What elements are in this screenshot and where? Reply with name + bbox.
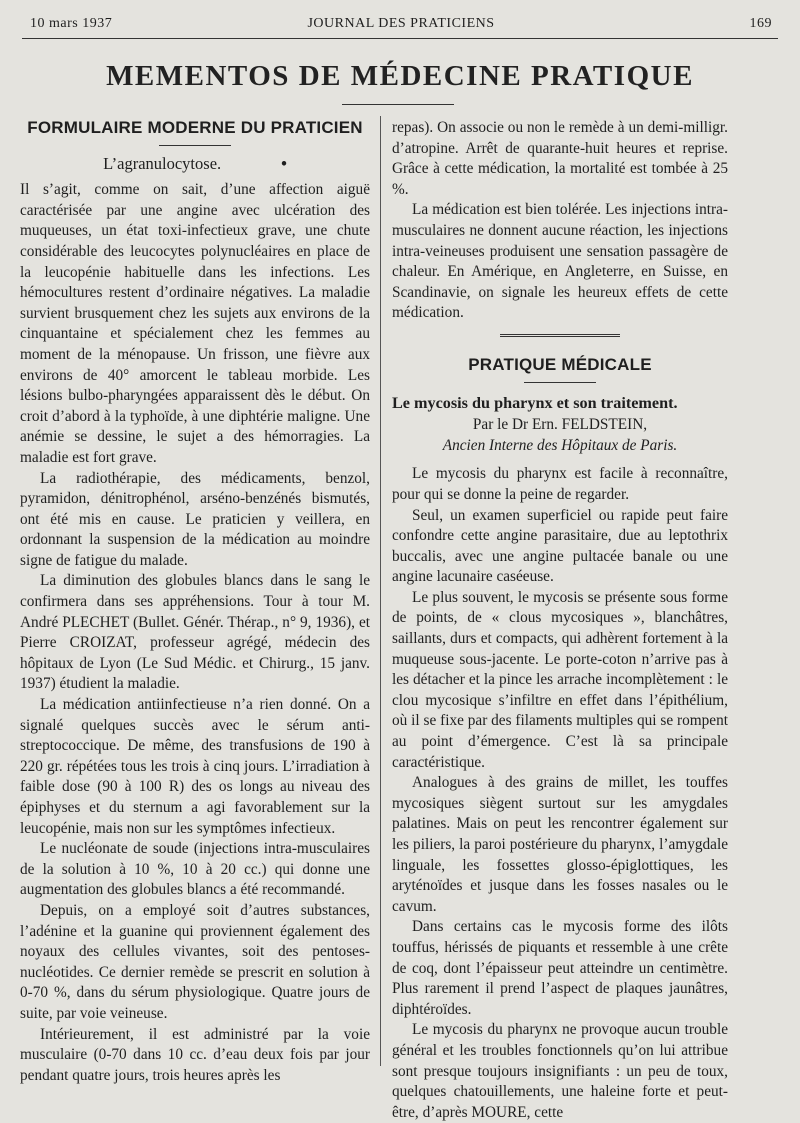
paragraph: La diminution des globules blancs dans le sang le confirmera dans ses appréhensions. Tour à tour M. André PLECHET (Bullet. Génér. Thérap., n° 9, 1936), et Pierre CROIZAT, professeur agrégé, médecin des hôpitaux de Lyon (Le Sud Médic. et Chirurg., 15 janv. 1937) étudient la maladie. xyxy=(20,572,370,693)
section-rule xyxy=(159,145,231,146)
subhead-mark: • xyxy=(281,153,287,173)
header-rule xyxy=(22,38,778,39)
title-rule xyxy=(342,104,454,105)
double-rule xyxy=(500,334,620,339)
subhead-text: L’agranulocytose. xyxy=(103,153,222,173)
left-column xyxy=(20,118,370,1084)
article-title: Le mycosis du pharynx et son traitement. xyxy=(392,393,678,412)
paragraph: Il s’agit, comme on sait, d’une affection aiguë caractérisée par une angine avec ulcération des muqueuses, un état toxi-infectieux grave, une chute considérable des leucocytes polynucléaires en place de la leucopénie habituelle dans les infections. Les hémocultures restent d’ordinaire négatives. La maladie survient brusquement chez les sujets aux environs de la cinquantaine et spécialement chez les femmes au moment de la ménopause. Un frisson, une fièvre aux environs de 40° amorcent le tableau morbide. Les lésions bulbo-pharyngées apparaissent dès le début. On croit d’abord à la typhoïde, à une diphtérie maligne. Une anémie se dessine, le sujet a des hémorragies. La maladie est fort grave. xyxy=(20,181,370,466)
paragraph: Depuis, on a employé soit d’autres substances, l’adénine et la guanine qui proviennent également des noyaux des cellules vivantes, soit des pentoses-nucléotides. Ce dernier remède se prescrit en solution à 0-70 %, dans du sérum physiologique. Quatre jours de suite, par voie veineuse. xyxy=(20,901,370,1022)
paragraph: La médication est bien tolérée. Les injections intra-musculaires ne donnent aucune réaction, les injections intra-veineuses produisent une sensation passagère de chaleur. En Amérique, en Angleterre, en Suisse, en Scandinavie, on signale les heureux effets de cette médication. xyxy=(392,201,728,322)
author-byline: Par le Dr Ern. FELDSTEIN, xyxy=(472,416,648,434)
author-role: Ancien Interne des Hôpitaux de Paris. xyxy=(442,436,678,454)
right-column xyxy=(392,118,728,1121)
issue-date: 10 mars 1937 xyxy=(30,16,113,31)
paragraph: repas). On associe ou non le remède à un demi-milligr. d’atropine. Arrêt de quarante-huit heures et reprise. Grâce à cette médication, la mortalité est tombée à 25 %. xyxy=(392,119,728,198)
paragraph: Le mycosis du pharynx est facile à reconnaître, pour qui se donne la peine de regarder. xyxy=(392,465,728,503)
running-head xyxy=(30,14,772,36)
section-rule xyxy=(524,382,596,383)
paragraph: Le nucléonate de soude (injections intra-musculaires de la solution à 10 %, 10 à 20 cc.) qui donne une augmentation des globules blancs a été recommandé. xyxy=(20,840,370,899)
section-heading-pratique: PRATIQUE MÉDICALE xyxy=(468,354,652,374)
paragraph: Dans certains cas le mycosis forme des ilôts touffus, hérissés de piquants et ressemble à une crête de coq, dont l’épaisseur peut atteindre un centimètre. Plus rarement il prend l’aspect de plaques jaunâtres, diphtéroïdes. xyxy=(392,918,728,1018)
page-title: MEMENTOS DE MÉDECINE PRATIQUE xyxy=(106,60,694,92)
paragraph: La médication antiinfectieuse n’a rien donné. On a signalé quelques succès avec le sérum anti-streptococcique. De même, des transfusions de 190 à 220 gr. répétées tous les trois à cinq jours. L’irradiation à faible dose (90 à 100 R) des os longs au niveau des épiphyses et du sternum a agi favorablement sur la leucopénie, mais non sur les symptômes infectieux. xyxy=(20,696,370,837)
paragraph: Analogues à des grains de millet, les touffes mycosiques siègent surtout sur les amygdales palatines. Mais on peut les rencontrer également sur les piliers, la paroi postérieure du pharynx, l’amygdale linguale, les fossettes glosso-épiglottiques, les aryténoïdes et jusque dans les fosses nasales ou le cavum. xyxy=(392,774,728,915)
paragraph: La radiothérapie, des médicaments, benzol, pyramidon, dénitrophénol, arséno-benzénés bismutés, ont été mis en cause. Le praticien y veillera, en ordonnant la suspension de la médication au moindre signe de fatigue du malade. xyxy=(20,469,370,569)
column-divider xyxy=(380,116,381,1066)
paragraph: Seul, un examen superficiel ou rapide peut faire confondre cette angine parasitaire, due au leptothrix buccalis, avec une angine pultacée banale ou une angine lacunaire caséeuse. xyxy=(392,506,728,586)
page-number: 169 xyxy=(749,16,772,31)
paragraph: Le mycosis du pharynx ne provoque aucun trouble général et les troubles fonctionnels qu’on lui attribue sont presque toujours insignifiants : un peu de toux, quelques chatouillements, une haleine forte et peut-être, d’après MOURE, cette xyxy=(392,1021,728,1121)
article-subhead xyxy=(20,154,370,175)
section-heading-formulaire: FORMULAIRE MODERNE DU PRATICIEN xyxy=(27,118,363,137)
journal-name: JOURNAL DES PRATICIENS xyxy=(307,16,495,31)
paragraph: Le plus souvent, le mycosis se présente sous forme de points, de « clous mycosiques », blanchâtres, saillants, durs et compacts, qui adhèrent fortement à la muqueuse sous-jacente. Le porte-coton n’arrive pas à les détacher et la pince les arrache incomplètement : le clou mycosique s’infiltre en effet dans l’épithélium, où il se fixe par des filaments multiples qui se rompent au point d’émergence. C’est là sa principale caractéristique. xyxy=(392,588,728,771)
paragraph: Intérieurement, il est administré par la voie musculaire (0-70 dans 10 cc. d’eau deux fois par jour pendant quatre jours, trois heures après les xyxy=(20,1025,370,1084)
